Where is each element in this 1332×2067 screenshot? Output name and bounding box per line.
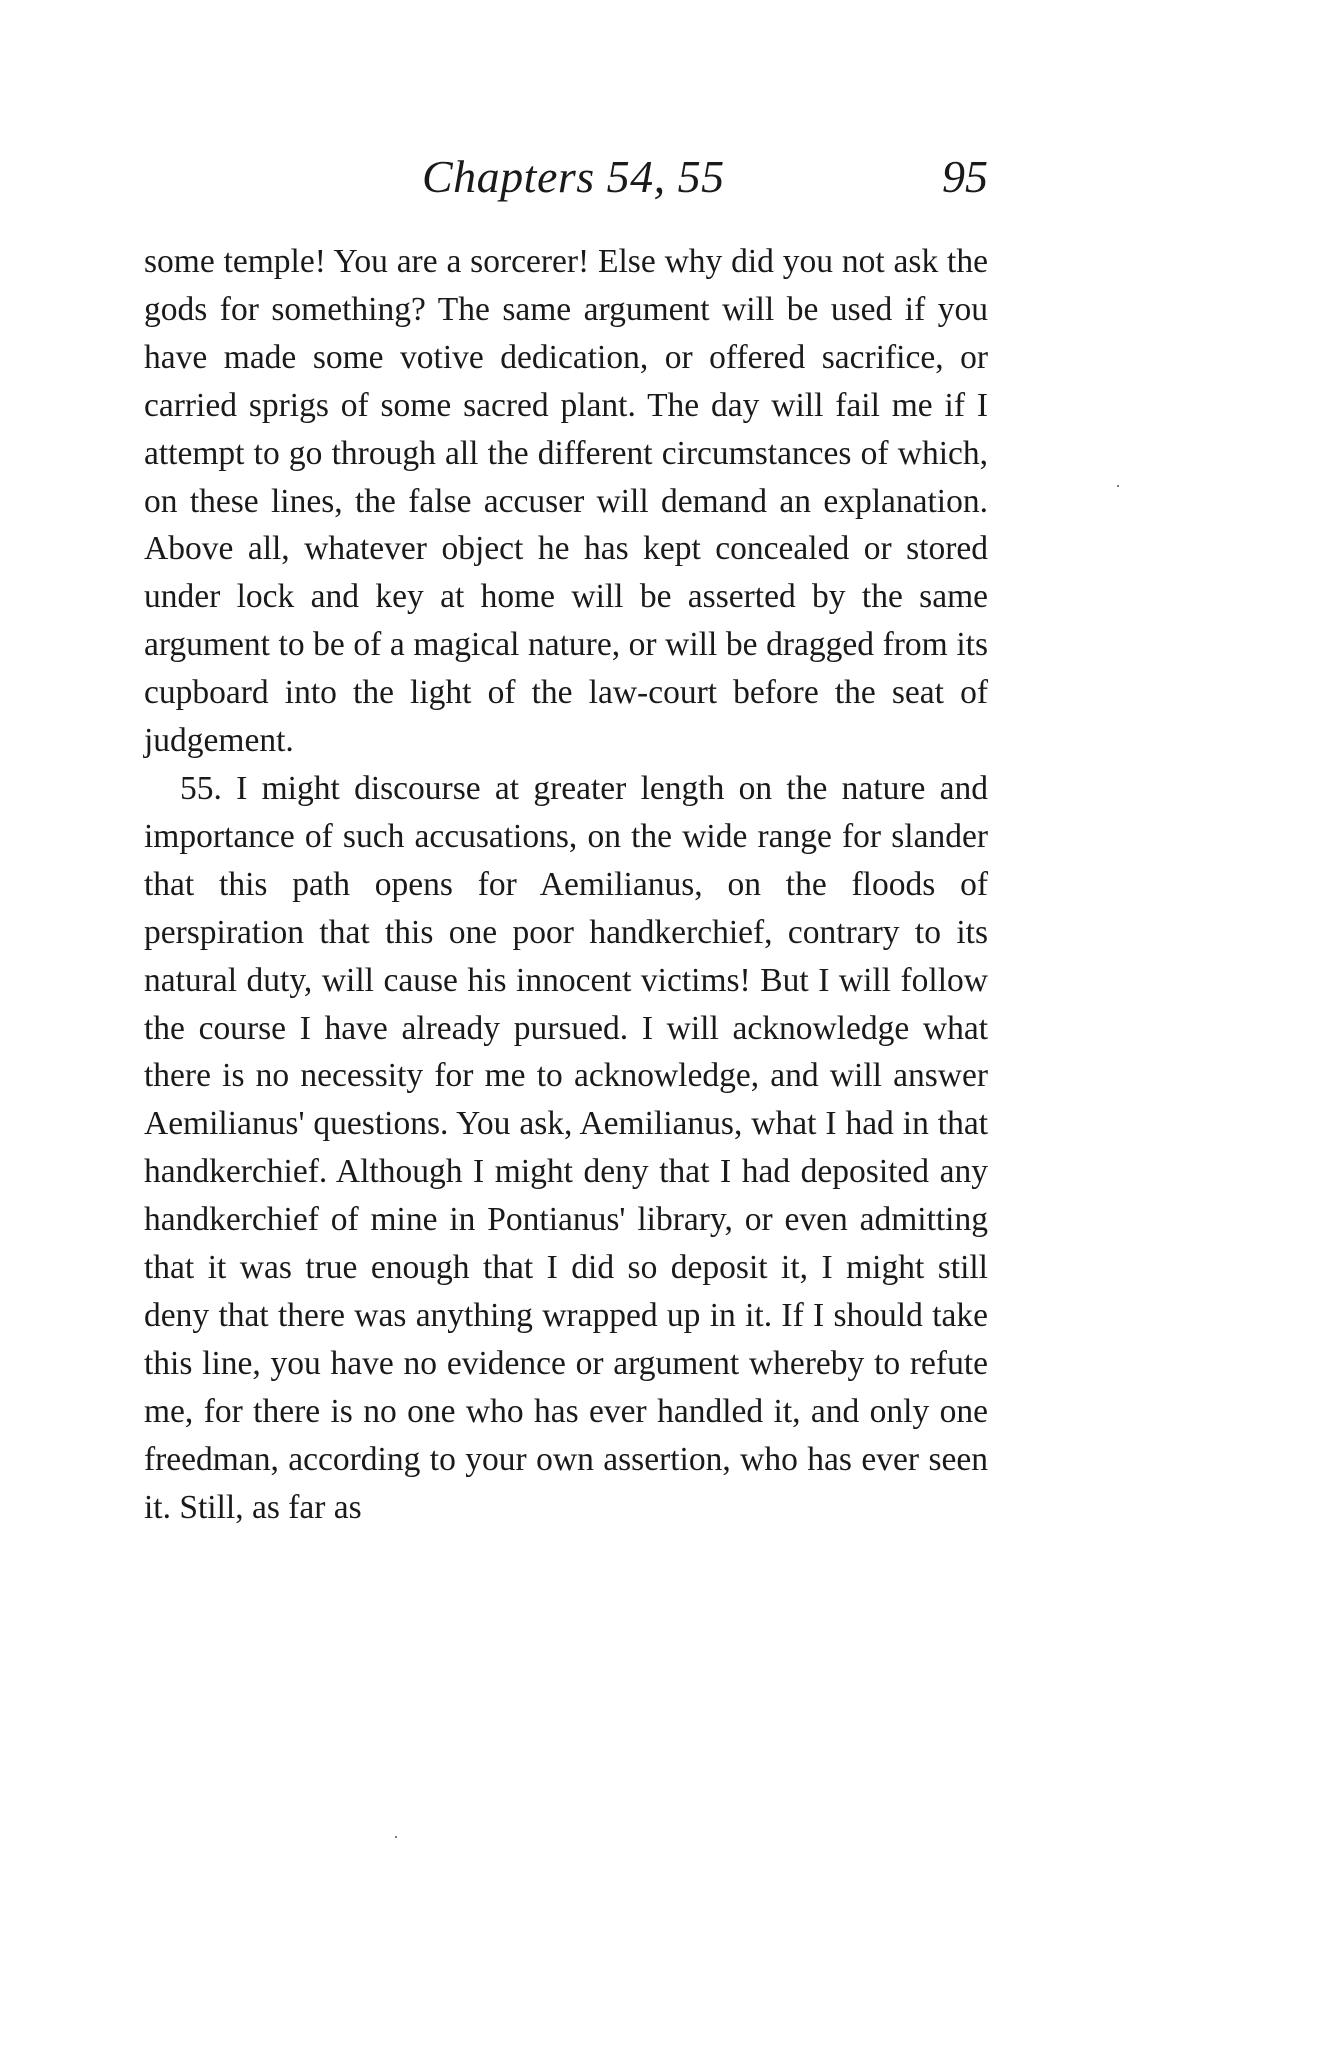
body-text	[144, 238, 988, 1531]
scan-speck	[395, 1836, 397, 1838]
paragraph-1: some temple! You are a sorcerer! Else why did you not ask the gods for something? The same argument will be used if you have made some votive dedication, or offered sacrifice, or carried sprigs of some sacred plant. The day will fail me if I attempt to go through all the different circumstances of which, on these lines, the false accuser will demand an explanation. Above all, whatever object he has kept concealed or stored under lock and key at home will be asserted by the same argument to be of a magical nature, or will be dragged from its cupboard into the light of the law-court before the seat of judgement.	[144, 243, 988, 760]
page-number: 95	[942, 151, 988, 202]
scan-speck	[1117, 485, 1119, 487]
running-head	[144, 150, 988, 210]
paragraph-2: 55. I might discourse at greater length on the nature and importance of such accusations, on the wide range for slander that this path opens for Aemilianus, on the floods of perspiration that this one poor handkerchief, contrary to its natural duty, will cause his innocent victims! But I will follow the course I have already pursued. I will acknowledge what there is no necessity for me to acknowledge, and will answer Aemilianus' questions. You ask, Aemilianus, what I had in that handkerchief. Although I might deny that I had deposited any handkerchief of mine in Pontianus' library, or even admitting that it was true enough that I did so deposit it, I might still deny that there was anything wrapped up in it. If I should take this line, you have no evidence or argument whereby to refute me, for there is no one who has ever handled it, and only one freedman, according to your own assertion, who has ever seen it. Still, as far as	[144, 769, 988, 1526]
chapter-title: Chapters 54, 55	[422, 151, 725, 202]
